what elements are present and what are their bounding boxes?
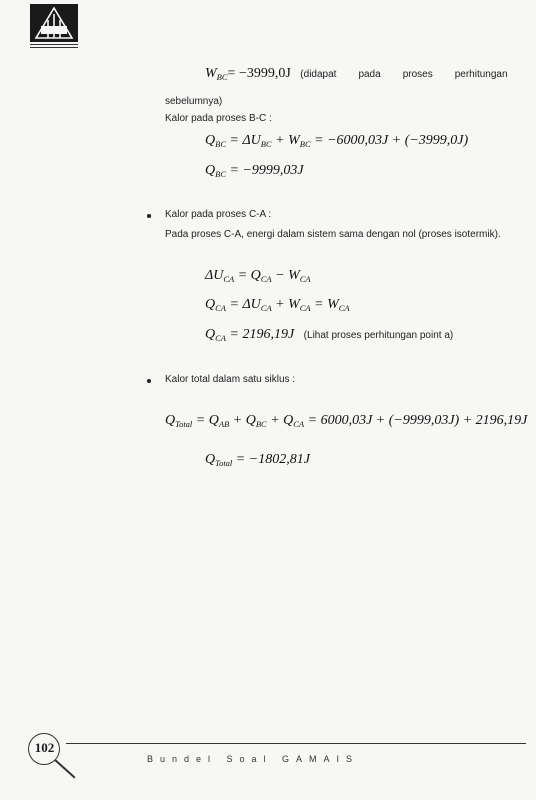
eq-qbc-1: $Q_{BC} = \Delta U_{BC} + W_{BC} = -6000,03J + (-3999,0J)$ — [205, 133, 469, 149]
page-number: 102 — [34, 740, 55, 755]
logo-emblem-icon — [30, 4, 78, 42]
wbc-note: (didapat pada proses perhitungan — [300, 69, 508, 80]
eq-ca-3: $Q_{CA} = 2196,19J$ (Lihat proses perhitungan point a) — [205, 327, 454, 343]
eq-total-1: $Q_{Total} = Q_{AB} + Q_{BC} + Q_{CA} = 6000,03J + (-9999,03J) + 2196,19J$ — [165, 413, 528, 429]
eq-total-2: $Q_{Total} = -1802,81J$ — [205, 452, 310, 468]
footer-rule — [66, 743, 526, 744]
page-badge-tail — [53, 758, 75, 778]
ca-paragraph: Pada proses C-A, energi dalam sistem sama dengan nol (proses isotermik). — [165, 229, 501, 240]
eq-wbc: $W_{BC}= -3999,0J$ (didapat pada proses perhitungan — [205, 66, 508, 82]
total-heading: Kalor total dalam satu siklus : — [165, 374, 296, 385]
footer-title: Bundel Soal GAMAIS — [147, 754, 360, 764]
bullet-total — [147, 379, 151, 383]
bc-heading: Kalor pada proses B-C : — [165, 113, 272, 124]
ca-heading: Kalor pada proses C-A : — [165, 209, 272, 220]
eq-qbc-2: $Q_{BC} = -9999,03J$ — [205, 163, 304, 179]
bullet-ca — [147, 214, 151, 218]
ca-reference-note: (Lihat proses perhitungan point a) — [303, 330, 454, 341]
eq-ca-1: $\Delta U_{CA} = Q_{CA} - W_{CA}$ — [205, 268, 311, 284]
logo-rule-bottom — [30, 47, 78, 48]
logo-rule-top — [30, 44, 78, 45]
continuation-text: sebelumnya) — [165, 96, 223, 107]
eq-ca-2: $Q_{CA} = \Delta U_{CA} + W_{CA} = W_{CA}$ — [205, 297, 350, 313]
gamais-logo — [30, 4, 78, 42]
